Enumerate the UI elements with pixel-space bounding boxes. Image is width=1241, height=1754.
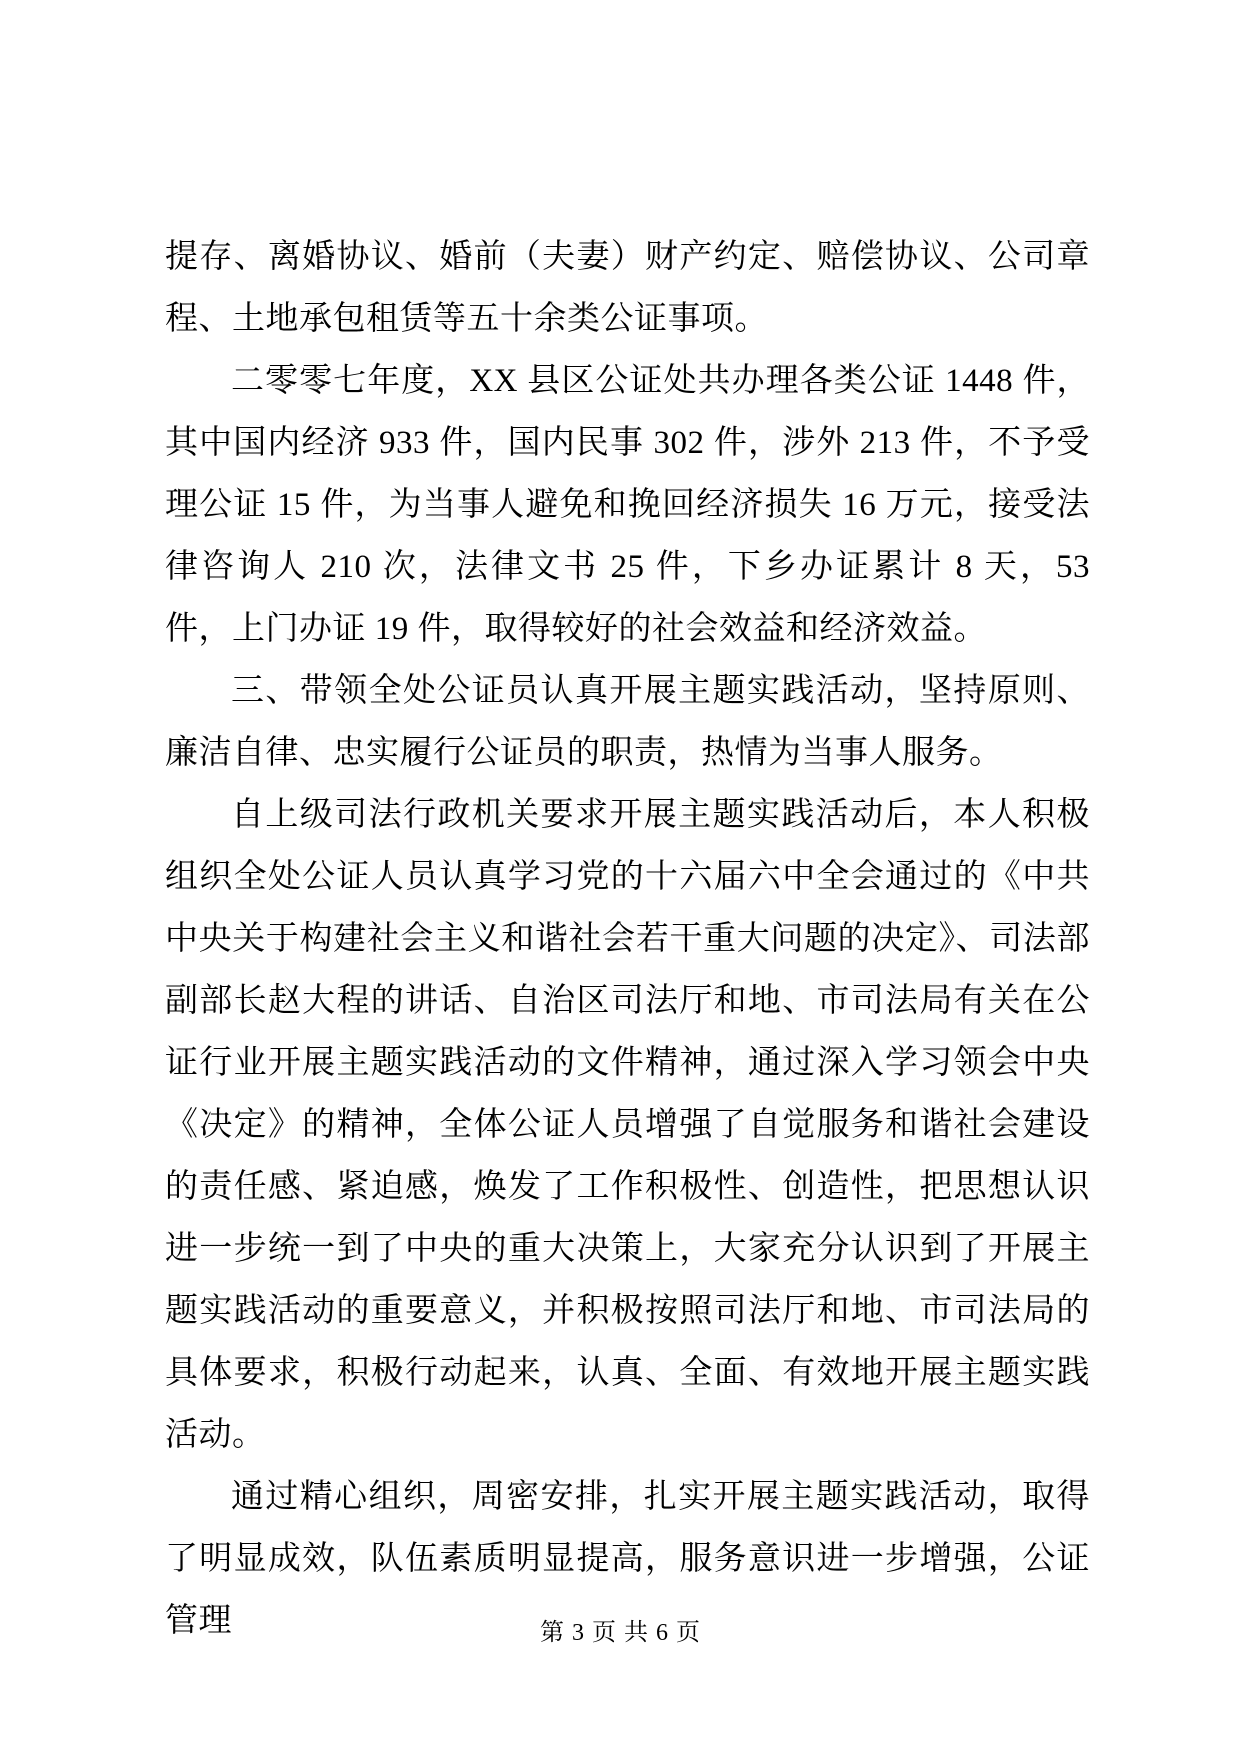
- paragraph-section-three-heading: 三、带领全处公证员认真开展主题实践活动，坚持原则、廉洁自律、忠实履行公证员的职责，热情为当事人服务。: [165, 673, 1090, 771]
- page-number-indicator: 第 3 页 共 6 页: [540, 1620, 701, 1646]
- page-footer: [0, 1611, 1241, 1655]
- paragraph-results: 通过精心组织，周密安排，扎实开展主题实践活动，取得了明显成效，队伍素质明显提高，服务意识进一步增强，公证管理: [165, 1479, 1090, 1639]
- document-body: [165, 226, 1090, 1652]
- paragraph-annual-statistics: 二零零七年度，XX 县区公证处共办理各类公证 1448 件，其中国内经济 933 件，国内民事 302 件，涉外 213 件，不予受理公证 15 件，为当事人避免和挽回经济损失 16 万元，接受法律咨询人 210 次，法律文书 25 件，下乡办证累计 8 天，53 件，上门办证 19 件，取得较好的社会效益和经济效益。: [165, 363, 1090, 647]
- paragraph-continuation: 提存、离婚协议、婚前（夫妻）财产约定、赔偿协议、公司章程、土地承包租赁等五十余类公证事项。: [165, 239, 1090, 337]
- paragraph-practice-activity: 自上级司法行政机关要求开展主题实践活动后，本人积极组织全处公证人员认真学习党的十六届六中全会通过的《中共中央关于构建社会主义和谐社会若干重大问题的决定》、司法部副部长赵大程的讲话、自治区司法厅和地、市司法局有关在公证行业开展主题实践活动的文件精神，通过深入学习领会中央《决定》的精神，全体公证人员增强了自觉服务和谐社会建设的责任感、紧迫感，焕发了工作积极性、创造性，把思想认识进一步统一到了中央的重大决策上，大家充分认识到了开展主题实践活动的重要意义，并积极按照司法厅和地、市司法局的具体要求，积极行动起来，认真、全面、有效地开展主题实践活动。: [165, 797, 1090, 1453]
